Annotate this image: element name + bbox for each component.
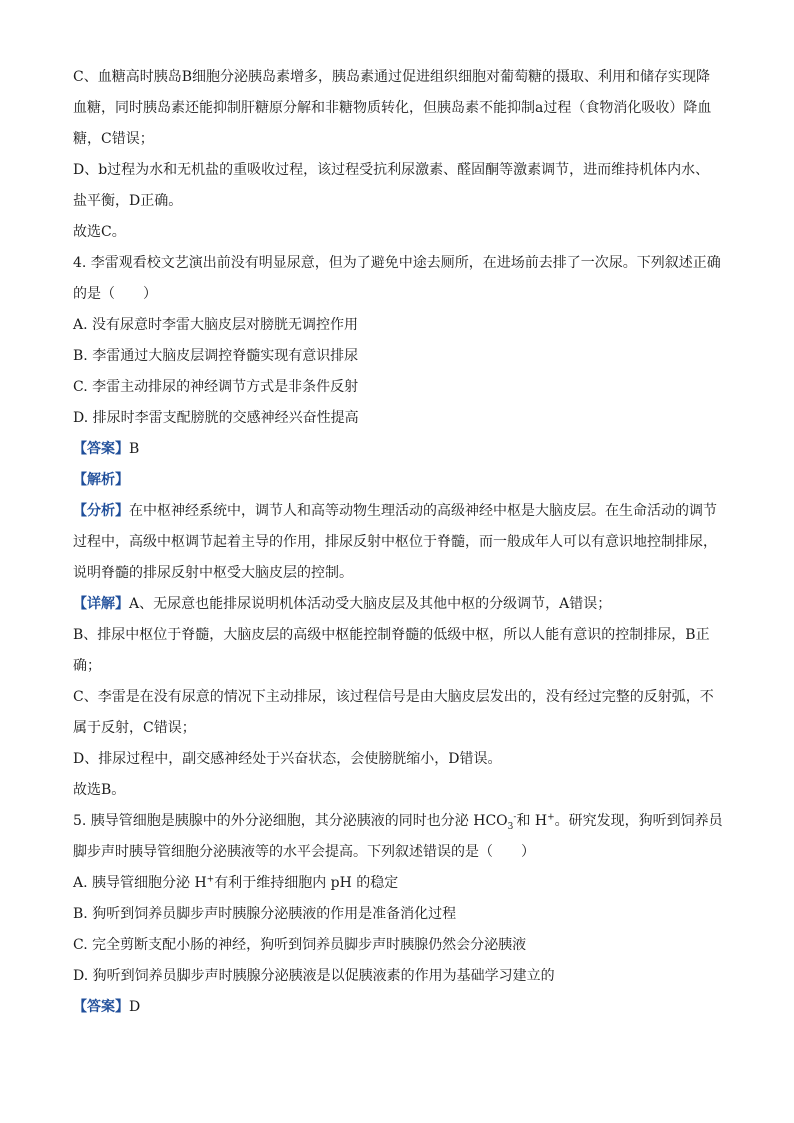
answer-value: B [129, 441, 140, 457]
question-5-stem [73, 806, 723, 837]
fenxi-tag: 【分析】 [73, 503, 129, 519]
xiangjie-text: 确； [73, 658, 101, 674]
answer-line [73, 434, 723, 465]
option-b: B. 李雷通过大脑皮层调控脊髓实现有意识排尿 [73, 348, 359, 364]
answer-line [73, 992, 723, 1023]
xiangjie-text: 属于反射，C错误； [73, 720, 196, 736]
answer-tag: 【答案】 [73, 441, 129, 457]
text-line: 盐平衡，D正确。 [73, 193, 183, 209]
document-body [73, 62, 723, 1023]
question-5-stem: 脚步声时胰导管细胞分泌胰液等的水平会提高。下列叙述错误的是（ ） [73, 844, 535, 860]
answer-value: D [129, 999, 141, 1015]
text-line: 血糖，同时胰岛素还能抑制肝糖原分解和非糖物质转化，但胰岛素不能抑制a过程（食物消化吸收）降血 [73, 100, 712, 116]
text-line: 故选C。 [73, 224, 126, 240]
analysis-heading [73, 465, 723, 496]
fenxi-text: 过程中，高级中枢调节起着主导的作用，排尿反射中枢位于脊髓，而一般成年人可以有意识地控制排尿， [73, 534, 717, 550]
question-4-stem: 的是（ ） [73, 286, 157, 302]
fenxi-text: 说明脊髓的排尿反射中枢受大脑皮层的控制。 [73, 565, 353, 581]
option-a: A. 没有尿意时李雷大脑皮层对膀胱无调控作用 [73, 317, 359, 333]
xiangjie-line [73, 589, 723, 620]
superscript: - [513, 812, 517, 823]
option-b: B. 狗听到饲养员脚步声时胰腺分泌胰液的作用是准备消化过程 [73, 906, 457, 922]
xiangjie-text: C、李雷是在没有尿意的情况下主动排尿，该过程信号是由大脑皮层发出的，没有经过完整的反射弧，不 [73, 689, 714, 705]
xiangjie-text: A、无尿意也能排尿说明机体活动受大脑皮层及其他中枢的分级调节，A错误； [129, 596, 612, 612]
stem-text: 。研究发现，狗听到饲养员 [554, 813, 723, 829]
question-4-stem: 4. 李雷观看校文艺演出前没有明显尿意，但为了避免中途去厕所，在进场前去排了一次尿。下列叙述正确 [73, 255, 721, 271]
option-d: D. 狗听到饲养员脚步声时胰腺分泌胰液是以促胰液素的作用为基础学习建立的 [73, 968, 555, 984]
superscript: + [206, 874, 215, 885]
answer-tag: 【答案】 [73, 999, 129, 1015]
option-text: 有利于维持细胞内 pH 的稳定 [214, 875, 399, 891]
stem-text: 5. 胰导管细胞是胰腺中的外分泌细胞，其分泌胰液的同时也分泌 HCO [73, 813, 508, 829]
option-d: D. 排尿时李雷支配膀胱的交感神经兴奋性提高 [73, 410, 359, 426]
stem-text: 和 H [516, 813, 548, 829]
analysis-tag: 【解析】 [73, 472, 129, 488]
option-a [73, 868, 723, 899]
text-line: C、血糖高时胰岛B细胞分泌胰岛素增多，胰岛素通过促进组织细胞对葡萄糖的摄取、利用和储存实现降 [73, 69, 710, 85]
option-c: C. 完全剪断支配小肠的神经，狗听到饲养员脚步声时胰腺仍然会分泌胰液 [73, 937, 527, 953]
xiangjie-tag: 【详解】 [73, 596, 129, 612]
superscript: + [547, 812, 555, 823]
xiangjie-text: 故选B。 [73, 782, 126, 798]
fenxi-text: 在中枢神经系统中，调节人和高等动物生理活动的高级神经中枢是大脑皮层。在生命活动的调节 [129, 503, 717, 519]
text-line: 糖，C错误； [73, 131, 154, 147]
subscript: 3 [507, 821, 514, 832]
xiangjie-text: D、排尿过程中，副交感神经处于兴奋状态，会使膀胱缩小，D错误。 [73, 751, 502, 767]
text-line: D、b过程为水和无机盐的重吸收过程，该过程受抗利尿激素、醛固酮等激素调节，进而维持机体内水、 [73, 162, 710, 178]
fenxi-line [73, 496, 723, 527]
option-text: A. 胰导管细胞分泌 H [73, 875, 207, 891]
option-c: C. 李雷主动排尿的神经调节方式是非条件反射 [73, 379, 359, 395]
xiangjie-text: B、排尿中枢位于脊髓，大脑皮层的高级中枢能控制脊髓的低级中枢，所以人能有意识的控制排尿，B正 [73, 627, 710, 643]
